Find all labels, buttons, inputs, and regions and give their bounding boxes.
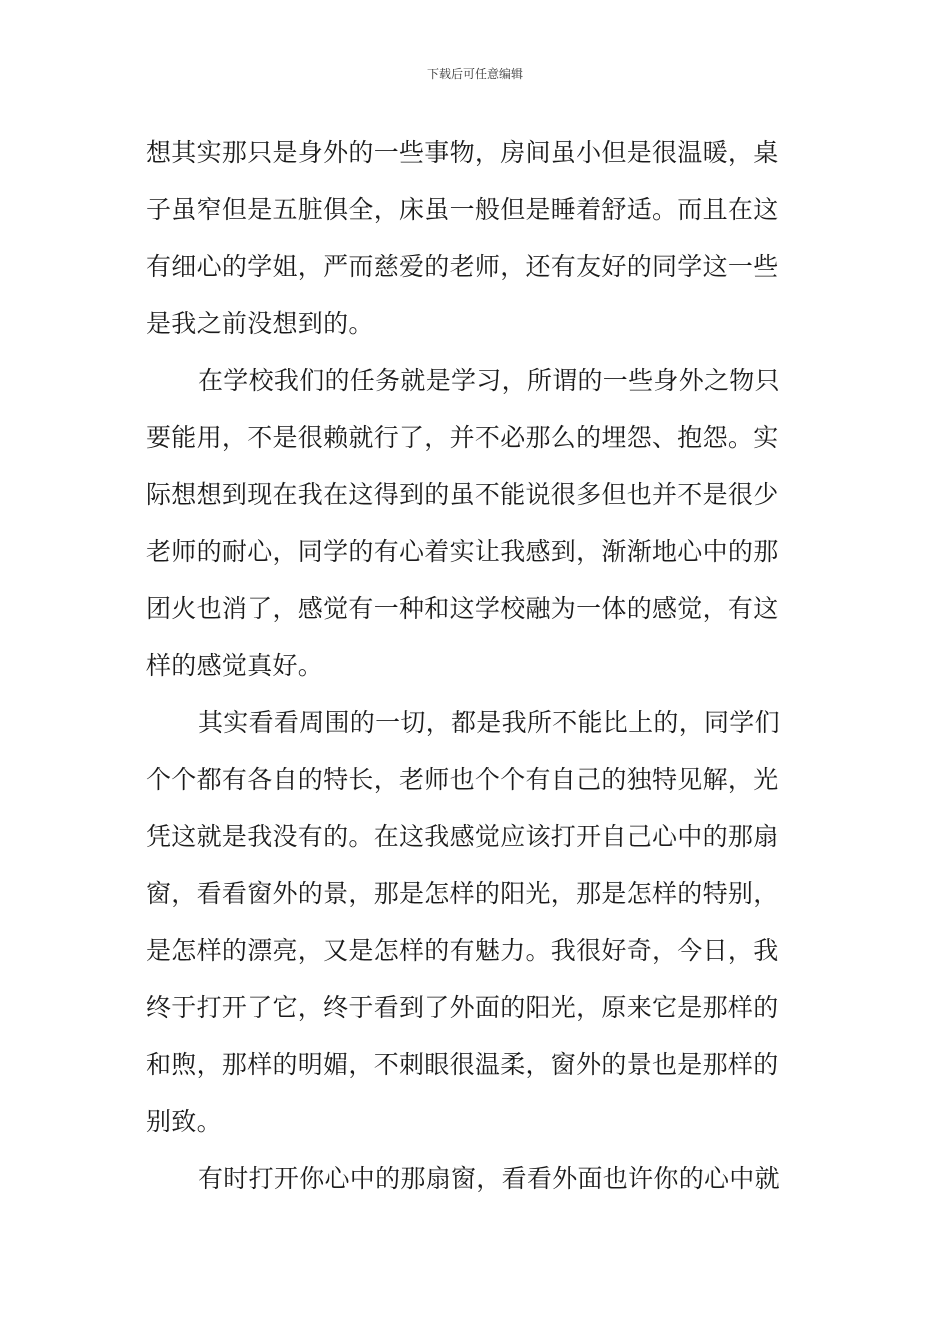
text-line: 要能用，不是很赖就行了，并不必那么的埋怨、抱怨。实 (146, 423, 779, 452)
paragraph-4 (146, 1150, 806, 1207)
text-line: 有细心的学姐，严而慈爱的老师，还有友好的同学这一些 (146, 252, 779, 281)
body-text (146, 124, 806, 1207)
paragraph-3 (146, 694, 806, 1150)
text-line: 团火也消了，感觉有一种和这学校融为一体的感觉，有这 (146, 594, 779, 623)
text-line: 窗，看看窗外的景，那是怎样的阳光，那是怎样的特别， (146, 879, 779, 908)
text-line: 子虽窄但是五脏俱全，床虽一般但是睡着舒适。而且在这 (146, 195, 779, 224)
text-line: 老师的耐心，同学的有心着实让我感到，渐渐地心中的那 (146, 537, 779, 566)
page-header: 下载后可任意编辑 (426, 67, 523, 81)
text-line: 样的感觉真好。 (146, 651, 324, 680)
text-line: 有时打开你心中的那扇窗，看看外面也许你的心中就 (198, 1164, 780, 1193)
text-line: 际想想到现在我在这得到的虽不能说很多但也并不是很少 (146, 480, 779, 509)
text-line: 别致。 (146, 1107, 222, 1136)
paragraph-2 (146, 352, 806, 694)
text-line: 个个都有各自的特长，老师也个个有自己的独特见解，光 (146, 765, 779, 794)
text-line: 终于打开了它，终于看到了外面的阳光，原来它是那样的 (146, 993, 779, 1022)
text-line: 凭这就是我没有的。在这我感觉应该打开自己心中的那扇 (146, 822, 779, 851)
text-line: 想其实那只是身外的一些事物，房间虽小但是很温暖，桌 (146, 138, 779, 167)
text-line: 在学校我们的任务就是学习，所谓的一些身外之物只 (198, 366, 780, 395)
text-line: 其实看看周围的一切，都是我所不能比上的，同学们 (198, 708, 780, 737)
text-line: 和煦，那样的明媚，不刺眼很温柔，窗外的景也是那样的 (146, 1050, 779, 1079)
text-line: 是我之前没想到的。 (146, 309, 374, 338)
text-line: 是怎样的漂亮，又是怎样的有魅力。我很好奇，今日，我 (146, 936, 779, 965)
paragraph-1 (146, 124, 806, 352)
